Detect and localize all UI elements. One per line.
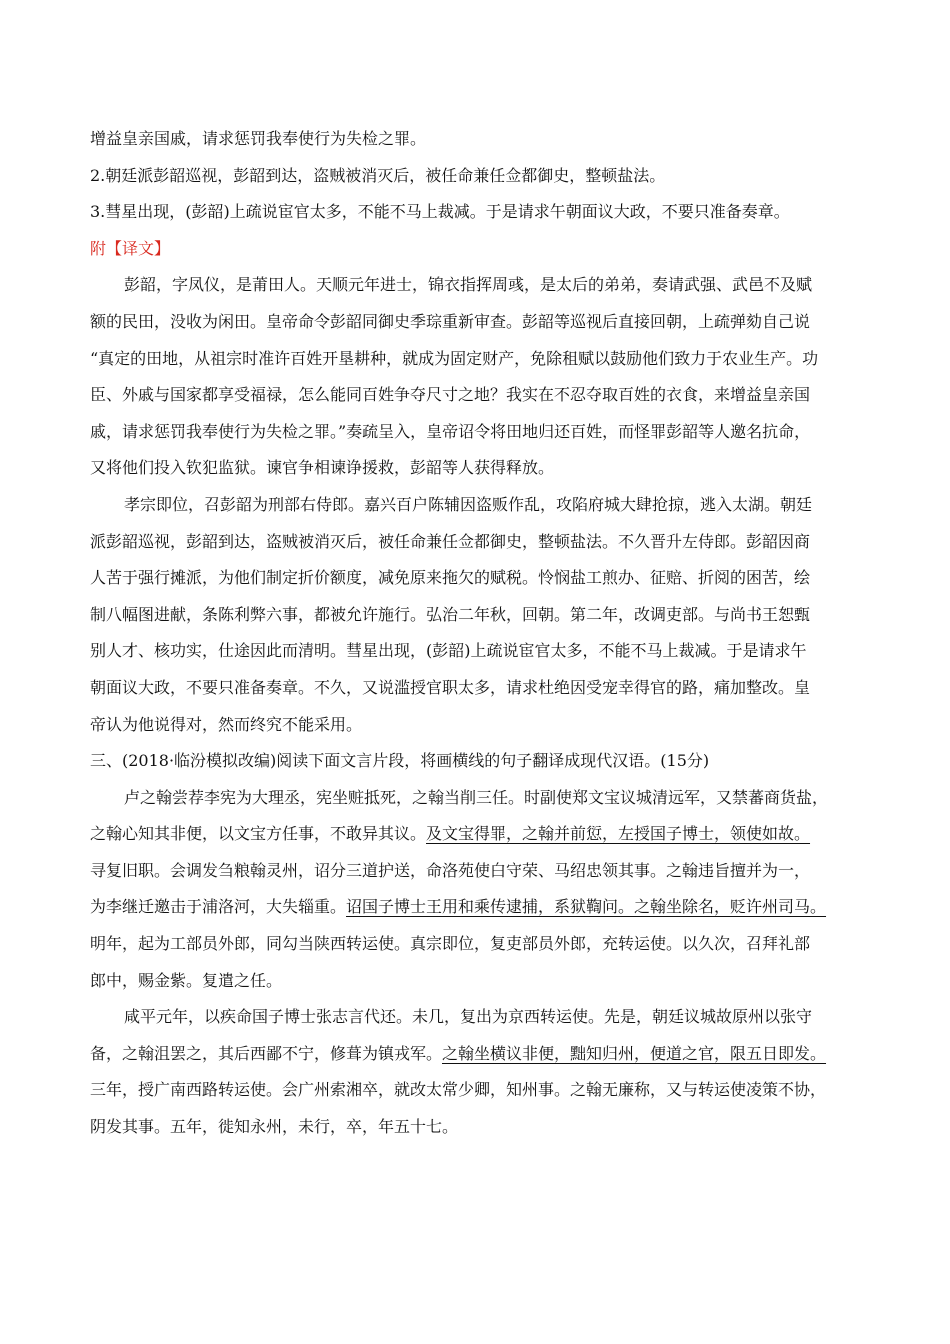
translation-p1-line: 额的民田，没收为闲田。皇帝命令彭韶同御史季琮重新审查。彭韶等巡视后直接回朝，上疏弹劾自己说 (90, 311, 811, 331)
translation-p1-line: 彭韶，字凤仪，是莆田人。天顺元年进士，锦衣指挥周彧，是太后的弟弟，奏请武强、武邑不及赋 (124, 275, 813, 295)
passage-text: 备，之翰沮罢之，其后西鄙不宁，修葺为镇戎军。 (90, 1043, 443, 1063)
translation-p2-line: 孝宗即位，召彭韶为刑部右侍郎。嘉兴百户陈辅因盗贩作乱，攻陷府城大肆抢掠，逃入太湖。朝廷 (124, 494, 813, 514)
answer-3: 3.彗星出现，(彭韶)上疏说宦官太多，不能不马上裁减。于是请求午朝面议大政，不要只准备奏章。 (90, 202, 790, 222)
passage-line: 卢之翰尝荐李宪为大理丞，宪坐赃抵死，之翰当削三任。时副使郑文宝议城清远军，又禁蕃商货盐， (124, 787, 829, 807)
translation-p2-line: 帝认为他说得对，然而终究不能采用。 (90, 714, 363, 734)
appendix-heading (90, 231, 862, 268)
passage-line: 明年，起为工部员外郎，同勾当陕西转运使。真宗即位，复吏部员外郎，充转运使。以久次，召拜礼部 (90, 934, 811, 954)
passage-line: 阴发其事。五年，徙知永州，未行，卒，年五十七。 (90, 1117, 459, 1137)
answer-1-continuation: 增益皇亲国戚，请求惩罚我奉使行为失检之罪。 (90, 129, 427, 148)
passage-text: 为李继迁邀击于浦洛河，大失辎重。 (90, 897, 347, 917)
underlined-sentence-2: 诏国子博士王用和乘传逮捕，系狱鞫问。之翰坐除名，贬许州司马。 (346, 897, 827, 917)
underlined-sentence-3: 之翰坐横议非便，黜知归州，便道之官，限五日即发。 (442, 1043, 827, 1063)
underlined-sentence-1: 及文宝得罪，之翰并前愆，左授国子博士，领使如故。 (426, 824, 811, 844)
translation-p1-line: 臣、外戚与国家都享受福禄，怎么能同百姓争夺尺寸之地？我实在不忍夺取百姓的衣食，来增益皇亲国 (90, 385, 811, 405)
translation-p1-line: “真定的田地，从祖宗时准许百姓开垦耕种，就成为固定财产，免除租赋以鼓励他们致力于农业生产。功 (90, 348, 819, 368)
answer-2: 2.朝廷派彭韶巡视，彭韶到达，盗贼被消灭后，被任命兼任佥都御史，整顿盐法。 (90, 165, 666, 185)
appendix-label: 【译文】 (106, 238, 171, 258)
translation-p2-line: 别人才、核功实，仕途因此而清明。彗星出现，(彭韶)上疏说宦官太多，不能不马上裁减。于是请求午 (90, 641, 807, 661)
passage-line (90, 889, 862, 926)
translation-p2-line: 派彭韶巡视，彭韶到达，盗贼被消灭后，被任命兼任佥都御史，整顿盐法。不久晋升左侍郎。彭韶因商 (90, 531, 811, 551)
translation-p1-line: 戚，请求惩罚我奉使行为失检之罪。”奏疏呈入，皇帝诏令将田地归还百姓，而怪罪彭韶等人邀名抗命， (90, 421, 811, 441)
passage-line: 郎中，赐金紫。复遣之任。 (90, 970, 283, 990)
translation-p2-line: 人苦于强行摊派，为他们制定折价额度，减免原来拖欠的赋税。怜悯盐工煎办、征赔、折阅的困苦，绘 (90, 568, 811, 588)
passage-line: 三年，授广南西路转运使。会广州索湘卒，就改太常少卿，知州事。之翰无廉称，又与转运使凌策不协， (90, 1080, 827, 1100)
translation-p1-line: 又将他们投入钦犯监狱。谏官争相谏诤援救，彭韶等人获得释放。 (90, 458, 555, 478)
passage-line (90, 816, 862, 853)
section-3-heading: 三、(2018·临汾模拟改编)阅读下面文言片段，将画横线的句子翻译成现代汉语。(15分) (90, 751, 710, 771)
appendix-prefix: 附 (90, 238, 107, 258)
translation-p2-line: 制八幅图进献，条陈利弊六事，都被允许施行。弘治二年秋，回朝。第二年，改调吏部。与尚书王恕甄 (90, 604, 811, 624)
passage-line: 咸平元年，以疾命国子博士张志言代还。未几，复出为京西转运使。先是，朝廷议城故原州以张守 (124, 1007, 813, 1027)
passage-line: 寻复旧职。会调发刍粮翰灵州，诏分三道护送，命洛苑使白守荣、马绍忠领其事。之翰违旨擅并为一， (90, 860, 811, 880)
passage-text: 之翰心知其非便，以文宝方任事，不敢异其议。 (90, 824, 427, 844)
translation-p2-line: 朝面议大政，不要只准备奏章。不久，又说滥授官职太多，请求杜绝因受宠幸得官的路，痛加整改。皇 (90, 677, 811, 697)
document-page (90, 121, 862, 1146)
passage-line (90, 1036, 862, 1073)
